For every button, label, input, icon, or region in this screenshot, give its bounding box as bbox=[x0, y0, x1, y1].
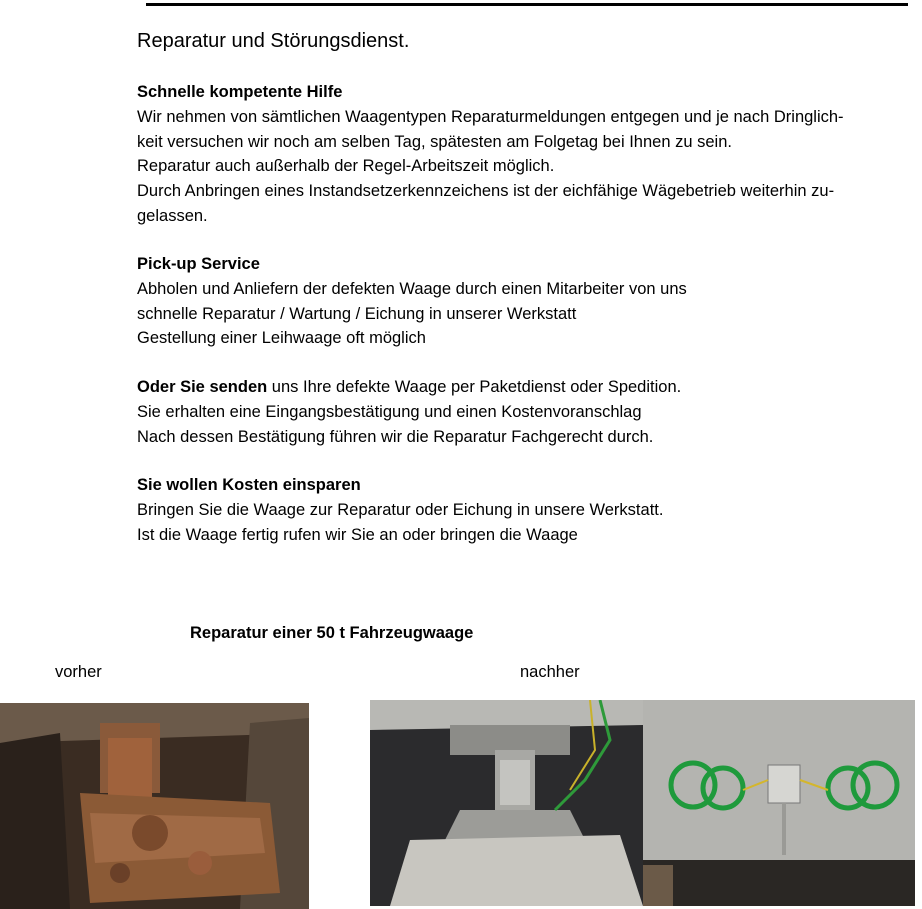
label-after: nachher bbox=[520, 663, 580, 681]
section-heading: Sie wollen Kosten einsparen bbox=[137, 476, 361, 494]
body-line: Gestellung einer Leihwaage oft möglich bbox=[137, 329, 426, 348]
label-before: vorher bbox=[55, 663, 102, 681]
photo-after-repair-junction-box bbox=[643, 700, 915, 906]
body-line: Ist die Waage fertig rufen wir Sie an oder bringen die Waage bbox=[137, 525, 578, 544]
body-line: Wir nehmen von sämtlichen Waagentypen Reparaturmeldungen entgegen und je nach Dringlich- bbox=[137, 107, 844, 126]
photo-caption: Reparatur einer 50 t Fahrzeugwaage bbox=[190, 624, 474, 642]
body-line: gelassen. bbox=[137, 206, 208, 225]
body-line: Reparatur auch außerhalb der Regel-Arbeitszeit möglich. bbox=[137, 157, 555, 176]
body-line: Nach dessen Bestätigung führen wir die Reparatur Fachgerecht durch. bbox=[137, 427, 654, 446]
body-line: Durch Anbringen eines Instandsetzerkennzeichens ist der eichfähige Wägebetrieb weiterhin zu- bbox=[137, 182, 835, 201]
body-line: Sie erhalten eine Eingangsbestätigung und einen Kostenvoranschlag bbox=[137, 402, 642, 421]
section-heading: Schnelle kompetente Hilfe bbox=[137, 83, 343, 101]
body-line: keit versuchen wir noch am selben Tag, spätesten am Folgetag bei Ihnen zu sein. bbox=[137, 132, 732, 151]
section-heading: Pick-up Service bbox=[137, 255, 260, 273]
section-heading-inline: Oder Sie senden bbox=[137, 378, 268, 396]
body-line: schnelle Reparatur / Wartung / Eichung in unserer Werkstatt bbox=[137, 304, 577, 323]
section-save-costs bbox=[137, 473, 897, 547]
photo-before-repair bbox=[0, 703, 309, 909]
photo-after-repair-loadcell bbox=[370, 700, 643, 906]
body-line: Abholen und Anliefern der defekten Waage durch einen Mitarbeiter von uns bbox=[137, 279, 687, 298]
section-pickup-service bbox=[137, 252, 897, 351]
section-quick-help bbox=[137, 80, 897, 229]
body-line: uns Ihre defekte Waage per Paketdienst oder Spedition. bbox=[267, 378, 682, 396]
section-send-in bbox=[137, 375, 897, 449]
top-rule bbox=[146, 3, 908, 6]
page-title: Reparatur und Störungsdienst. bbox=[137, 30, 410, 52]
body-line: Bringen Sie die Waage zur Reparatur oder Eichung in unsere Werkstatt. bbox=[137, 500, 664, 519]
